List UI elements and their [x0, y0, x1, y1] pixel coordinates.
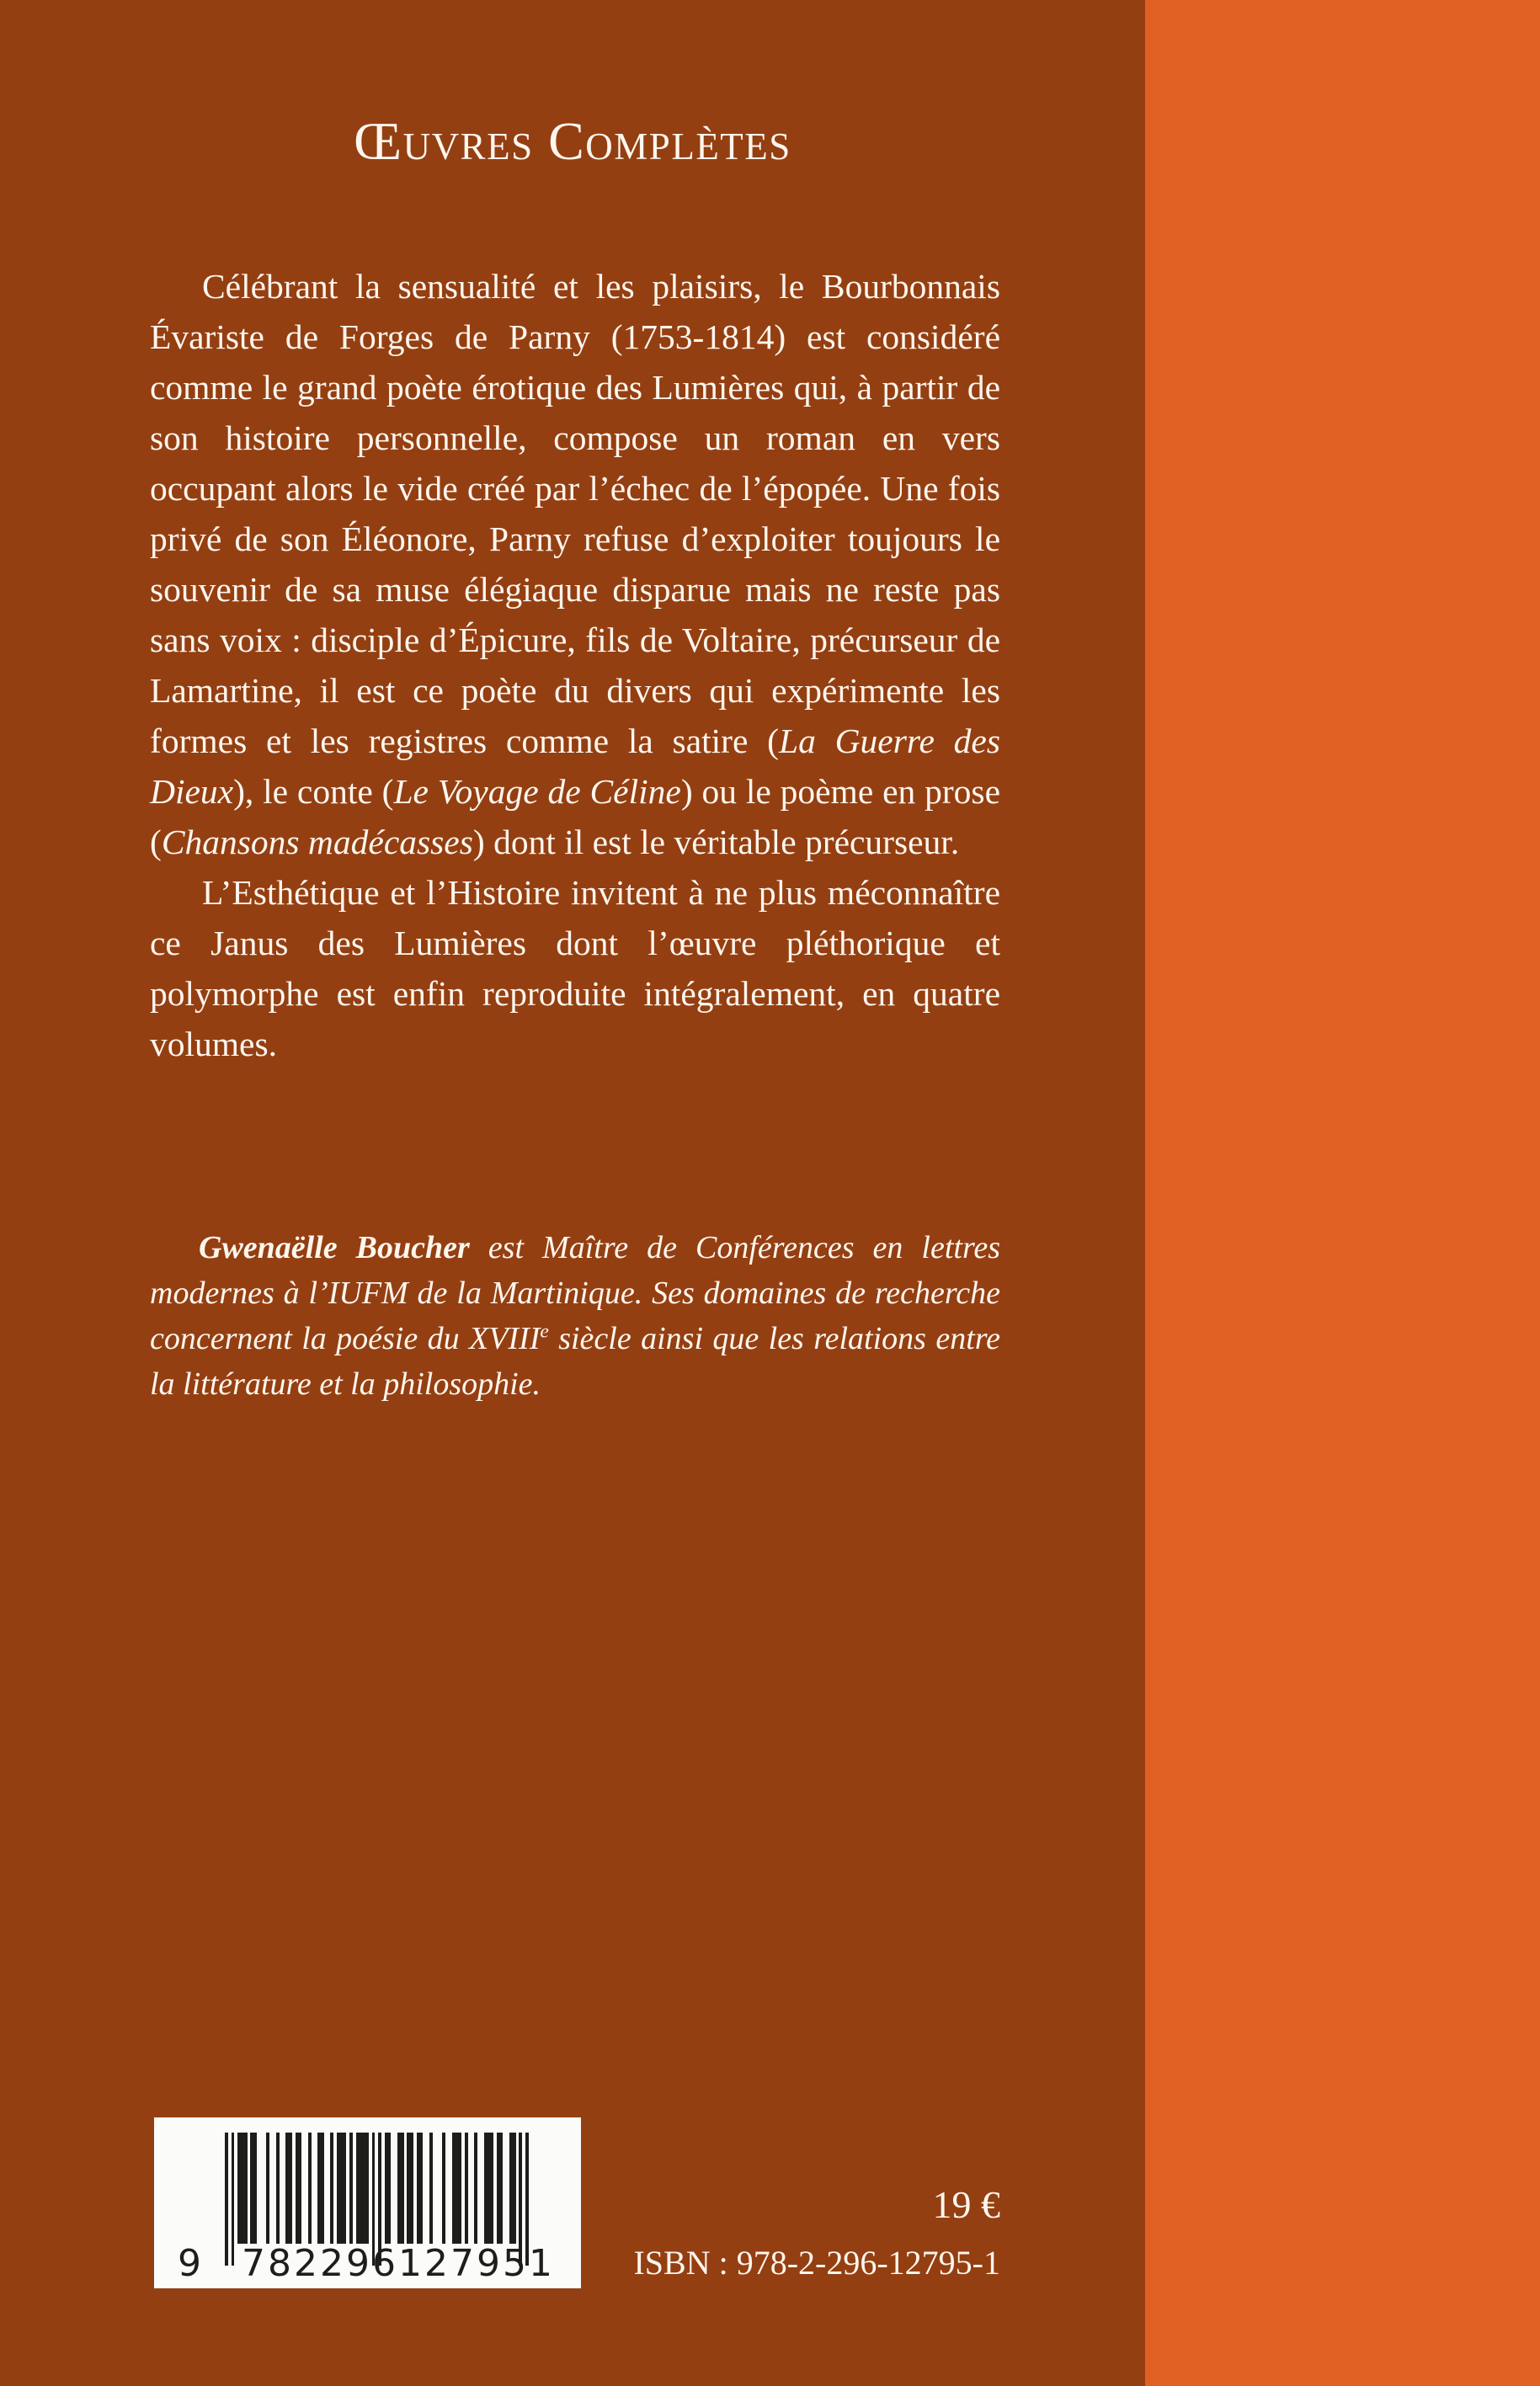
isbn-label: ISBN : 978-2-296-12795-1 [633, 2244, 1000, 2282]
blurb-text-4: ) dont il est le véritable précurseur. [472, 823, 960, 861]
bio-text-2: siècle ainsi que les relations entre la littérature et la philosophie. [150, 1321, 1000, 1402]
blurb-text-3: ) ou le poème en prose ( [150, 772, 1001, 861]
blurb-paragraph-2: L’Esthétique et l’Histoire invitent à ne plus méconnaître ce Janus des Lumières dont l’œuvre pléthorique et polymorphe est enfin reproduite intégralement, en quatre volumes. [150, 873, 1000, 1063]
barcode-bars-icon [225, 2133, 529, 2244]
work-title-la-guerre-des-dieux: La Guerre des Dieux [150, 722, 1000, 811]
page-title: Œuvres Complètes [354, 111, 791, 171]
barcode [154, 2117, 581, 2288]
book-blurb [150, 261, 1000, 1069]
barcode-lead-digit: 9 [178, 2242, 204, 2285]
author-name: Gwenaëlle Boucher [199, 1230, 470, 1265]
price-label: 19 € [932, 2183, 1000, 2226]
front-edge-strip [1145, 0, 1540, 2386]
blurb-text-1: Célébrant la sensualité et les plaisirs, le Bourbonnais Évariste de Forges de Parny (1753-1814) est considéré comme le grand poète érotique des Lumières qui, à partir de son histoire personnelle, compose un roman en vers occupant alors le vide créé par l’échec de l’épopée. Une fois privé de son Éléonore, Parny refuse d’exploiter toujours le souvenir de sa muse élégiaque disparue mais ne reste pas sans voix : disciple d’Épicure, fils de Voltaire, précurseur de Lamartine, il est ce poète du divers qui expérimente les formes et les registres comme la satire ( [150, 267, 1000, 760]
work-title-chansons-madecasses: Chansons madécasses [161, 823, 473, 861]
blurb-text-2: ), le conte ( [233, 772, 394, 811]
work-title-le-voyage-de-celine: Le Voyage de Céline [393, 772, 681, 811]
blurb-paragraph-1 [150, 261, 1000, 867]
century-ordinal-suffix: e [540, 1320, 549, 1343]
author-biography [150, 1225, 1000, 1407]
barcode-right-group: 127951 [398, 2242, 555, 2285]
barcode-digits [154, 2242, 581, 2286]
bio-text-1: est Maître de Conférences en lettres modernes à l’IUFM de la Martinique. Ses domaines de recherche concernent la poésie du XVIII [150, 1230, 1000, 1356]
barcode-left-group: 782296 [242, 2242, 398, 2285]
bio-paragraph [150, 1225, 1000, 1407]
